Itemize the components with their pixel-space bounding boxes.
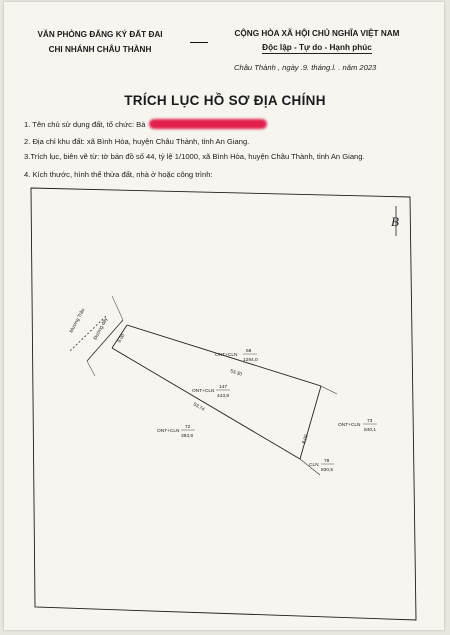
- source-line: 3.Trích lục, biên vẽ từ: tờ bản đồ số 44, tỷ lệ 1/1000, xã Bình Hòa, huyện Châu Thành, tỉnh An Giang.: [24, 152, 365, 161]
- north-symbol: B: [391, 214, 399, 229]
- owner-line: 1. Tên chủ sử dụng đất, tổ chức: Bà: [24, 119, 267, 129]
- parcel-72-number: 72: [185, 425, 191, 430]
- parcel-78-type: CLN: [309, 463, 319, 468]
- dim-west: 8.00: [117, 333, 127, 344]
- parcel-58: [215, 348, 258, 363]
- address-line: 2. Địa chỉ khu đất: xã Bình Hòa, huyện Châu Thành, tỉnh An Giang.: [24, 137, 250, 146]
- parcel-147: [192, 384, 230, 399]
- shape-line: 4. Kích thước, hình thể thửa đất, nhà ở hoặc công trình:: [24, 170, 213, 179]
- map-frame: [31, 188, 416, 620]
- neighbor-boundary-ne: [321, 386, 337, 394]
- parcel-72-type: ONT+CLN: [157, 429, 180, 434]
- document-date: Châu Thành , ngày .9. tháng.l. . năm 2023: [234, 63, 377, 72]
- road-stub: [112, 296, 123, 320]
- parcel-73-type: ONT+CLN: [338, 423, 361, 428]
- parcel-78-area: 830,5: [321, 468, 334, 473]
- road-label-muong-trau: Mương Trâu: [69, 308, 87, 334]
- parcel-147-type: ONT+CLN: [192, 389, 215, 394]
- document-title: TRÍCH LỤC HỒ SƠ ĐỊA CHÍNH: [124, 93, 326, 108]
- parcel-73-area: 840,1: [364, 428, 377, 433]
- national-motto: Độc lập - Tự do - Hạnh phúc: [262, 43, 372, 52]
- road-stub-2: [87, 361, 95, 376]
- parcel-78-number: 78: [324, 459, 330, 464]
- parcel-58-number: 58: [246, 349, 252, 354]
- dim-south: 53.74: [192, 402, 205, 413]
- parcel-147-number: 147: [219, 385, 228, 390]
- parcel-73-number: 73: [367, 419, 373, 424]
- parcel-boundary-south: [112, 348, 300, 459]
- agency-branch: CHI NHÁNH CHÂU THÀNH: [48, 45, 152, 54]
- national-title: CỘNG HÒA XÃ HỘI CHỦ NGHĨA VIỆT NAM: [234, 29, 400, 38]
- parcel-boundary-east: [300, 386, 321, 459]
- parcel-72-area: 393,9: [181, 434, 194, 439]
- dim-east: 8.00: [302, 434, 310, 445]
- dim-north: 53.30: [229, 369, 243, 378]
- parcel-58-area: 1294,0: [243, 358, 258, 363]
- parcel-147-area: 443,8: [217, 394, 230, 399]
- parcel-78: [309, 458, 334, 473]
- road-label-duong-day: Đường dây: [93, 317, 110, 341]
- parcel-72: [157, 424, 195, 439]
- agency-name: VĂN PHÒNG ĐĂNG KÝ ĐẤT ĐAI: [37, 30, 163, 39]
- parcel-73: [338, 418, 377, 433]
- north-arrow-icon: [391, 206, 399, 236]
- parcel-58-type: ONT+CLN: [215, 353, 238, 358]
